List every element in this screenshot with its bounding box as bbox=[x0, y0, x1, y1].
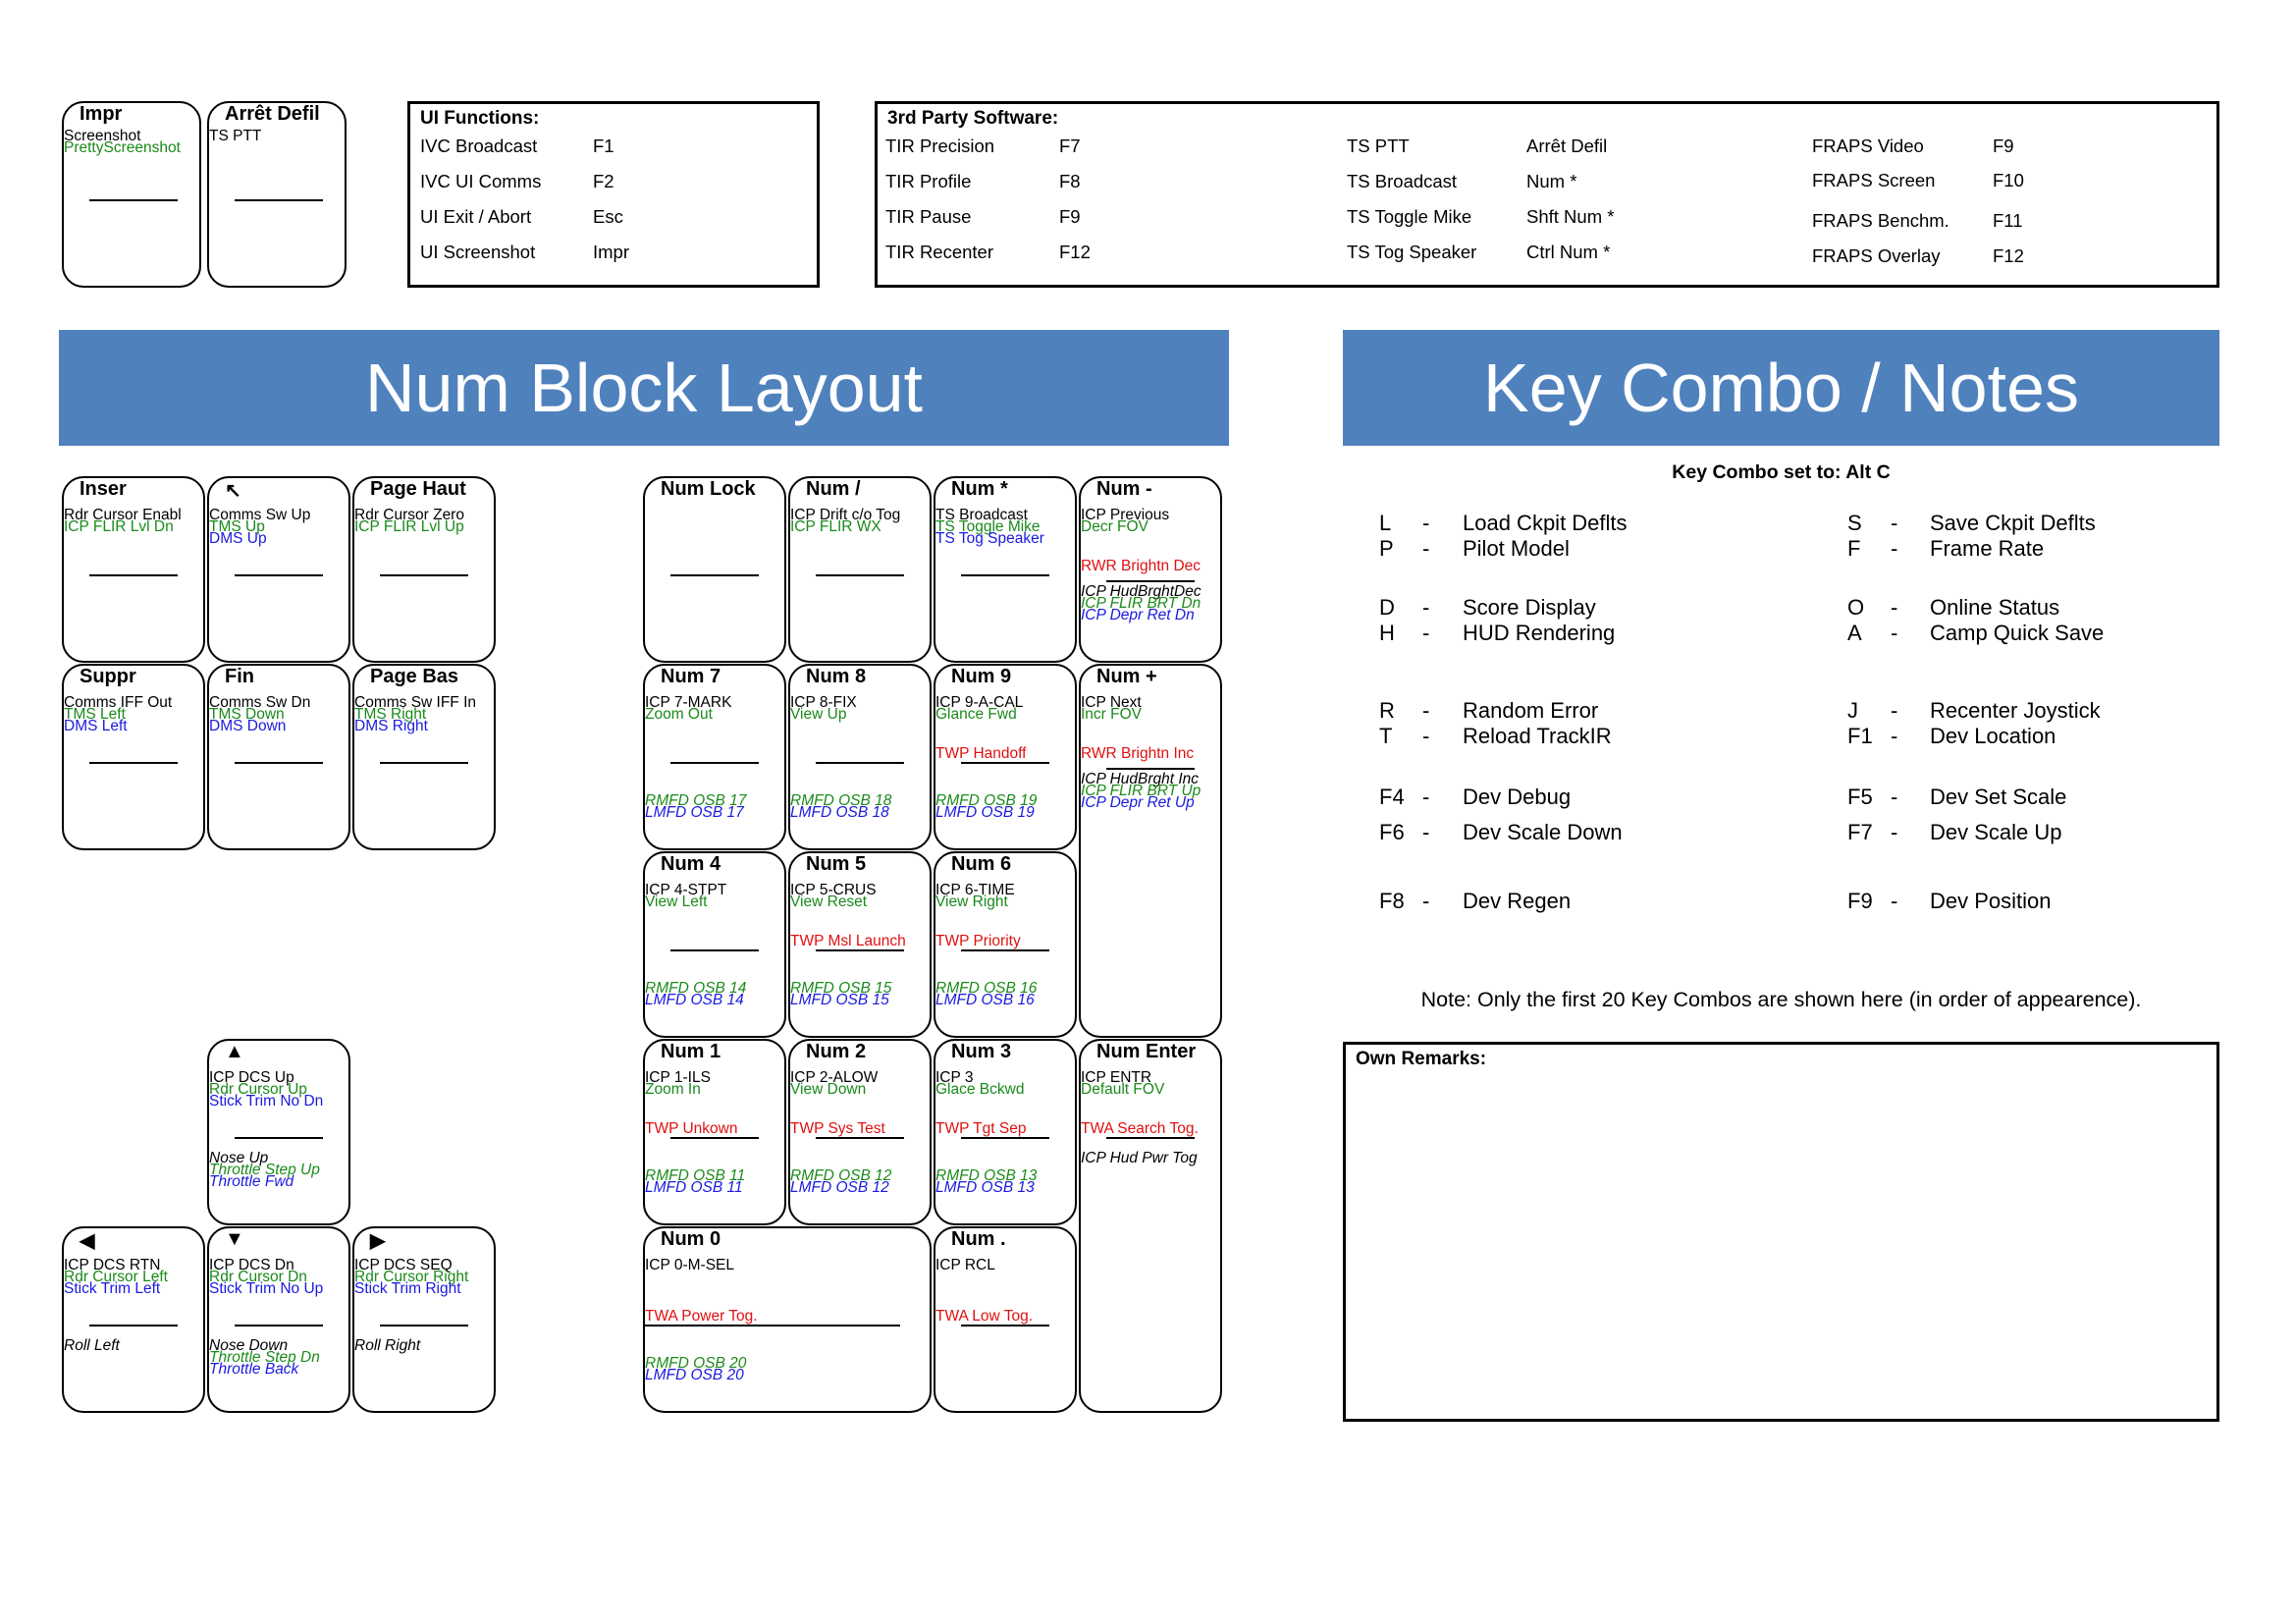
combo-dash: - bbox=[1891, 595, 1898, 620]
key-num-5[interactable] bbox=[788, 851, 932, 1038]
key-function: RMFD OSB 12 bbox=[790, 1167, 892, 1184]
key-function: Throttle Fwd bbox=[209, 1173, 294, 1190]
software-key: F10 bbox=[1993, 170, 2024, 190]
key-function-red: RWR Brightn Dec bbox=[1081, 558, 1201, 574]
key-label: Page Bas bbox=[370, 666, 459, 687]
key-num-9[interactable] bbox=[934, 664, 1077, 850]
software-function: FRAPS Video bbox=[1812, 135, 1924, 156]
combo-action-right: Online Status bbox=[1930, 595, 2060, 620]
key-num-div[interactable] bbox=[788, 476, 932, 663]
combo-key-right: O bbox=[1847, 595, 1865, 620]
key-function: ICP 1-ILS bbox=[645, 1069, 711, 1086]
key-function: Comms Sw IFF In bbox=[354, 694, 477, 711]
combo-action-left: HUD Rendering bbox=[1463, 621, 1616, 645]
key-function: Glance Fwd bbox=[935, 706, 1017, 723]
key-divider bbox=[816, 949, 904, 951]
key-up[interactable] bbox=[207, 1039, 350, 1225]
key-function: View Left bbox=[645, 893, 708, 910]
combo-dash: - bbox=[1422, 698, 1430, 723]
key-label: Num Lock bbox=[661, 478, 756, 500]
key-function-red: TWP Unkown bbox=[645, 1120, 738, 1137]
software-function: FRAPS Overlay bbox=[1812, 245, 1941, 266]
combo-dash: - bbox=[1422, 536, 1430, 561]
key-label: Impr bbox=[80, 103, 123, 125]
key-function: RMFD OSB 19 bbox=[935, 792, 1038, 809]
key-inser[interactable] bbox=[62, 476, 205, 663]
key-combo-note: Note: Only the first 20 Key Combos are shown here (in order of appearence). bbox=[1420, 988, 2142, 1011]
key-divider bbox=[380, 1325, 468, 1326]
key-divider bbox=[961, 1325, 1049, 1326]
key-function: RMFD OSB 16 bbox=[935, 980, 1038, 997]
key-function: Zoom Out bbox=[645, 706, 713, 723]
key-label: Num 3 bbox=[951, 1041, 1012, 1062]
key-divider bbox=[235, 762, 323, 764]
key-function: RMFD OSB 14 bbox=[645, 980, 747, 997]
key-function: ICP RCL bbox=[935, 1257, 995, 1273]
combo-key-left: H bbox=[1379, 621, 1395, 645]
key-function: LMFD OSB 16 bbox=[935, 992, 1035, 1008]
key-function: View Right bbox=[935, 893, 1008, 910]
key-function-red: TWP Handoff bbox=[935, 745, 1027, 762]
combo-key-right: F7 bbox=[1847, 820, 1873, 844]
software-key: F12 bbox=[1993, 245, 2024, 266]
key-divider bbox=[89, 1325, 178, 1326]
key-function: TS Broadcast bbox=[935, 507, 1028, 523]
key-function: Rdr Cursor Enabl bbox=[64, 507, 182, 523]
key-label: Num 9 bbox=[951, 666, 1012, 687]
num-block-banner: Num Block Layout bbox=[59, 330, 1229, 446]
key-function: ICP FLIR Lvl Dn bbox=[64, 518, 174, 535]
software-function: TIR Precision bbox=[885, 135, 995, 156]
key-function: ICP FLIR BRT Dn bbox=[1081, 595, 1201, 612]
combo-key-left: F4 bbox=[1379, 785, 1405, 809]
key-num-lock[interactable] bbox=[643, 476, 786, 663]
key-num-3[interactable] bbox=[934, 1039, 1077, 1225]
key-divider bbox=[816, 762, 904, 764]
key-function: Roll Left bbox=[64, 1337, 120, 1354]
ui-function-name: IVC Broadcast bbox=[420, 135, 538, 156]
key-arret-defil[interactable] bbox=[207, 101, 347, 288]
key-function: PrettyScreenshot bbox=[64, 139, 181, 156]
key-function: ICP Drift c/o Tog bbox=[790, 507, 901, 523]
key-function: ICP DCS Dn bbox=[209, 1257, 294, 1273]
key-label: ▲ bbox=[225, 1041, 244, 1062]
key-function: RMFD OSB 11 bbox=[645, 1167, 746, 1184]
combo-key-right: J bbox=[1847, 698, 1858, 723]
combo-key-left: D bbox=[1379, 595, 1395, 620]
key-function: Comms Sw Dn bbox=[209, 694, 311, 711]
key-num-1[interactable] bbox=[643, 1039, 786, 1225]
key-label: Num 1 bbox=[661, 1041, 721, 1062]
key-divider bbox=[961, 762, 1049, 764]
key-num-plus[interactable] bbox=[1079, 664, 1222, 1038]
key-function: Comms IFF Out bbox=[64, 694, 173, 711]
combo-key-left: R bbox=[1379, 698, 1395, 723]
key-function: ICP 8-FIX bbox=[790, 694, 857, 711]
key-function: ICP 5-CRUS bbox=[790, 882, 877, 898]
key-function: ICP Next bbox=[1081, 694, 1142, 711]
combo-key-left: P bbox=[1379, 536, 1394, 561]
key-label: Num - bbox=[1096, 478, 1152, 500]
key-function: ICP 2-ALOW bbox=[790, 1069, 879, 1086]
key-label: Num Enter bbox=[1096, 1041, 1197, 1062]
software-key: F9 bbox=[1993, 135, 2014, 156]
key-function: Nose Up bbox=[209, 1150, 269, 1166]
key-page-haut[interactable] bbox=[352, 476, 496, 663]
own-remarks-panel[interactable] bbox=[1343, 1042, 2219, 1422]
key-divider bbox=[961, 574, 1049, 576]
combo-action-right: Recenter Joystick bbox=[1930, 698, 2101, 723]
key-function: RMFD OSB 15 bbox=[790, 980, 892, 997]
ui-function-name: UI Screenshot bbox=[420, 242, 536, 262]
key-label: Num 2 bbox=[806, 1041, 867, 1062]
ui-function-name: UI Exit / Abort bbox=[420, 206, 532, 227]
software-key: F12 bbox=[1059, 242, 1091, 262]
combo-key-left: F6 bbox=[1379, 820, 1405, 844]
software-function: TIR Recenter bbox=[885, 242, 994, 262]
key-divider bbox=[235, 1137, 323, 1139]
key-function: Rdr Cursor Left bbox=[64, 1269, 168, 1285]
combo-key-right: F9 bbox=[1847, 889, 1873, 913]
key-divider bbox=[961, 949, 1049, 951]
key-divider bbox=[670, 949, 759, 951]
software-key: F9 bbox=[1059, 206, 1081, 227]
key-label: ▶ bbox=[370, 1230, 386, 1252]
software-function: TS PTT bbox=[1347, 135, 1410, 156]
key-num-mul[interactable] bbox=[934, 476, 1077, 663]
key-divider bbox=[670, 1137, 759, 1139]
key-label: Fin bbox=[225, 666, 254, 687]
key-function: DMS Left bbox=[64, 718, 128, 734]
key-divider bbox=[645, 1325, 900, 1326]
key-function: ICP FLIR Lvl Up bbox=[354, 518, 464, 535]
key-function: ICP 4-STPT bbox=[645, 882, 727, 898]
combo-dash: - bbox=[1422, 511, 1430, 535]
key-function: ICP 7-MARK bbox=[645, 694, 732, 711]
key-function: ICP DCS Up bbox=[209, 1069, 294, 1086]
key-label: Num 5 bbox=[806, 853, 867, 875]
key-function: Stick Trim No Up bbox=[209, 1280, 324, 1297]
key-function: LMFD OSB 15 bbox=[790, 992, 889, 1008]
key-down[interactable] bbox=[207, 1226, 350, 1413]
key-function: DMS Down bbox=[209, 718, 287, 734]
key-function-red: TWA Search Tog. bbox=[1081, 1120, 1199, 1137]
key-label: ↖ bbox=[225, 480, 241, 502]
ui-functions-panel bbox=[407, 101, 820, 288]
key-function: TMS Left bbox=[64, 706, 126, 723]
software-function: TIR Pause bbox=[885, 206, 972, 227]
key-divider bbox=[816, 1137, 904, 1139]
combo-action-right: Dev Set Scale bbox=[1930, 785, 2067, 809]
key-function: ICP ENTR bbox=[1081, 1069, 1152, 1086]
combo-key-right: F bbox=[1847, 536, 1861, 561]
ui-function-key: F2 bbox=[593, 171, 614, 191]
key-divider bbox=[816, 574, 904, 576]
key-divider bbox=[89, 762, 178, 764]
key-label: Num 8 bbox=[806, 666, 867, 687]
key-label: Num + bbox=[1096, 666, 1157, 687]
own-remarks-title: Own Remarks: bbox=[1356, 1049, 1487, 1069]
key-num-enter[interactable] bbox=[1079, 1039, 1222, 1413]
combo-action-left: Load Ckpit Deflts bbox=[1463, 511, 1628, 535]
combo-action-right: Dev Scale Up bbox=[1930, 820, 2062, 844]
combo-action-right: Frame Rate bbox=[1930, 536, 2045, 561]
key-function: ICP Hud Pwr Tog bbox=[1081, 1150, 1198, 1166]
combo-action-right: Save Ckpit Deflts bbox=[1930, 511, 2096, 535]
combo-dash: - bbox=[1891, 536, 1898, 561]
key-function: LMFD OSB 18 bbox=[790, 804, 889, 821]
combo-dash: - bbox=[1891, 785, 1898, 809]
key-divider bbox=[670, 574, 759, 576]
key-combo-title: Key Combo set to: Alt C bbox=[1672, 461, 1891, 483]
software-function: TIR Profile bbox=[885, 171, 972, 191]
combo-dash: - bbox=[1891, 511, 1898, 535]
combo-dash: - bbox=[1891, 820, 1898, 844]
key-function: LMFD OSB 20 bbox=[645, 1367, 744, 1383]
software-key: Ctrl Num * bbox=[1526, 242, 1611, 262]
combo-dash: - bbox=[1891, 698, 1898, 723]
software-function: FRAPS Screen bbox=[1812, 170, 1936, 190]
key-num-8[interactable] bbox=[788, 664, 932, 850]
combo-action-left: Dev Debug bbox=[1463, 785, 1572, 809]
key-function-red: TWP Msl Launch bbox=[790, 933, 906, 949]
key-divider bbox=[235, 574, 323, 576]
combo-dash: - bbox=[1422, 621, 1430, 645]
key-function-red: TWP Priority bbox=[935, 933, 1021, 949]
combo-action-left: Random Error bbox=[1463, 698, 1599, 723]
combo-dash: - bbox=[1422, 889, 1430, 913]
combo-dash: - bbox=[1891, 621, 1898, 645]
key-function: ICP HudBrghtDec bbox=[1081, 583, 1201, 600]
key-function: Nose Down bbox=[209, 1337, 289, 1354]
key-function-red: TWP Tgt Sep bbox=[935, 1120, 1027, 1137]
key-suppr[interactable] bbox=[62, 664, 205, 850]
key-function: ICP Previous bbox=[1081, 507, 1170, 523]
key-function: ICP FLIR BRT Up bbox=[1081, 783, 1201, 799]
key-function: TMS Up bbox=[209, 518, 265, 535]
combo-dash: - bbox=[1891, 889, 1898, 913]
combo-dash: - bbox=[1422, 785, 1430, 809]
key-divider bbox=[380, 762, 468, 764]
key-divider bbox=[380, 574, 468, 576]
combo-dash: - bbox=[1422, 724, 1430, 748]
key-function: View Up bbox=[790, 706, 847, 723]
key-label: Num 7 bbox=[661, 666, 721, 687]
key-combo-banner: Key Combo / Notes bbox=[1343, 330, 2219, 446]
key-function: Roll Right bbox=[354, 1337, 421, 1354]
key-num-4[interactable] bbox=[643, 851, 786, 1038]
key-function: Rdr Cursor Dn bbox=[209, 1269, 307, 1285]
key-num-6[interactable] bbox=[934, 851, 1077, 1038]
key-divider bbox=[235, 199, 323, 201]
key-num-minus[interactable] bbox=[1079, 476, 1222, 663]
software-key: F11 bbox=[1993, 210, 2023, 231]
key-function: ICP Depr Ret Up bbox=[1081, 794, 1195, 811]
key-function: Stick Trim Right bbox=[354, 1280, 461, 1297]
key-num-2[interactable] bbox=[788, 1039, 932, 1225]
combo-key-right: F1 bbox=[1847, 724, 1873, 748]
key-label: Arrêt Defil bbox=[225, 103, 320, 125]
key-fin[interactable] bbox=[207, 664, 350, 850]
key-function: Stick Trim No Dn bbox=[209, 1093, 324, 1110]
key-divider bbox=[961, 1137, 1049, 1139]
key-function: TMS Down bbox=[209, 706, 285, 723]
combo-key-left: L bbox=[1379, 511, 1392, 535]
key-function: Zoom In bbox=[645, 1081, 701, 1098]
combo-action-right: Dev Position bbox=[1930, 889, 2052, 913]
combo-dash: - bbox=[1891, 724, 1898, 748]
key-function-red: RWR Brightn Inc bbox=[1081, 745, 1195, 762]
key-function: LMFD OSB 14 bbox=[645, 992, 744, 1008]
combo-key-right: F5 bbox=[1847, 785, 1873, 809]
combo-key-left: T bbox=[1379, 724, 1393, 748]
software-key: Arrêt Defil bbox=[1526, 135, 1608, 156]
key-function: Default FOV bbox=[1081, 1081, 1165, 1098]
combo-key-left: F8 bbox=[1379, 889, 1405, 913]
key-function: Decr FOV bbox=[1081, 518, 1148, 535]
key-num-7[interactable] bbox=[643, 664, 786, 850]
software-key: Num * bbox=[1526, 171, 1577, 191]
key-function: ICP 6-TIME bbox=[935, 882, 1015, 898]
key-home[interactable] bbox=[207, 476, 350, 663]
key-divider bbox=[670, 762, 759, 764]
key-function: RMFD OSB 18 bbox=[790, 792, 892, 809]
combo-action-left: Score Display bbox=[1463, 595, 1596, 620]
key-function: LMFD OSB 11 bbox=[645, 1179, 743, 1196]
key-function: Throttle Step Up bbox=[209, 1162, 320, 1178]
combo-dash: - bbox=[1422, 595, 1430, 620]
key-function: LMFD OSB 19 bbox=[935, 804, 1035, 821]
key-function: Incr FOV bbox=[1081, 706, 1143, 723]
key-divider bbox=[89, 199, 178, 201]
key-label: Inser bbox=[80, 478, 127, 500]
key-label: Num 0 bbox=[661, 1228, 721, 1250]
key-function: ICP 0-M-SEL bbox=[645, 1257, 735, 1273]
key-label: Num 6 bbox=[951, 853, 1012, 875]
key-function: TS Tog Speaker bbox=[935, 530, 1044, 547]
key-function: Comms Sw Up bbox=[209, 507, 311, 523]
key-divider bbox=[1106, 768, 1195, 770]
software-function: FRAPS Benchm. bbox=[1812, 210, 1949, 231]
key-num-dot[interactable] bbox=[934, 1226, 1077, 1413]
key-function: Stick Trim Left bbox=[64, 1280, 161, 1297]
key-page-bas[interactable] bbox=[352, 664, 496, 850]
combo-action-left: Pilot Model bbox=[1463, 536, 1570, 561]
software-function: TS Broadcast bbox=[1347, 171, 1458, 191]
third-party-panel bbox=[875, 101, 2219, 288]
key-function: DMS Up bbox=[209, 530, 267, 547]
combo-action-left: Reload TrackIR bbox=[1463, 724, 1612, 748]
key-function: Rdr Cursor Zero bbox=[354, 507, 464, 523]
key-left[interactable] bbox=[62, 1226, 205, 1413]
key-function: ICP 3 bbox=[935, 1069, 974, 1086]
ui-functions-title: UI Functions: bbox=[420, 108, 540, 129]
key-function: Glace Bckwd bbox=[935, 1081, 1025, 1098]
key-function: ICP FLIR WX bbox=[790, 518, 881, 535]
key-function: TMS Right bbox=[354, 706, 427, 723]
combo-dash: - bbox=[1422, 820, 1430, 844]
key-label: ◀ bbox=[80, 1230, 95, 1252]
combo-action-right: Camp Quick Save bbox=[1930, 621, 2105, 645]
key-function: Throttle Back bbox=[209, 1361, 299, 1378]
key-function: Throttle Step Dn bbox=[209, 1349, 320, 1366]
key-function: View Reset bbox=[790, 893, 868, 910]
key-divider bbox=[1106, 580, 1195, 582]
key-function: TS PTT bbox=[209, 128, 262, 144]
key-label: Num . bbox=[951, 1228, 1006, 1250]
software-function: TS Tog Speaker bbox=[1347, 242, 1477, 262]
key-divider bbox=[235, 1325, 323, 1326]
key-function: View Down bbox=[790, 1081, 867, 1098]
key-function: RMFD OSB 17 bbox=[645, 792, 747, 809]
key-label: ▼ bbox=[225, 1228, 244, 1250]
combo-key-right: S bbox=[1847, 511, 1862, 535]
combo-action-left: Dev Scale Down bbox=[1463, 820, 1623, 844]
combo-action-left: Dev Regen bbox=[1463, 889, 1572, 913]
key-function: DMS Right bbox=[354, 718, 428, 734]
key-label: Num / bbox=[806, 478, 861, 500]
key-function-red: TWA Power Tog. bbox=[645, 1308, 758, 1325]
key-divider bbox=[89, 574, 178, 576]
ui-function-name: IVC UI Comms bbox=[420, 171, 542, 191]
key-function: RMFD OSB 20 bbox=[645, 1355, 747, 1372]
key-divider bbox=[1106, 1137, 1195, 1139]
combo-action-right: Dev Location bbox=[1930, 724, 2056, 748]
key-function: Rdr Cursor Right bbox=[354, 1269, 469, 1285]
key-function-red: TWA Low Tog. bbox=[935, 1308, 1034, 1325]
key-function: ICP DCS SEQ bbox=[354, 1257, 453, 1273]
combo-key-right: A bbox=[1847, 621, 1862, 645]
key-function: LMFD OSB 17 bbox=[645, 804, 744, 821]
key-function: Rdr Cursor Up bbox=[209, 1081, 307, 1098]
key-label: Suppr bbox=[80, 666, 136, 687]
key-function: ICP Depr Ret Dn bbox=[1081, 607, 1195, 623]
key-impr[interactable] bbox=[62, 101, 201, 288]
key-num-0[interactable] bbox=[643, 1226, 932, 1413]
key-function: RMFD OSB 13 bbox=[935, 1167, 1038, 1184]
software-key: Shft Num * bbox=[1526, 206, 1615, 227]
key-right[interactable] bbox=[352, 1226, 496, 1413]
key-label: Num 4 bbox=[661, 853, 721, 875]
ui-function-key: Impr bbox=[593, 242, 629, 262]
key-label: Page Haut bbox=[370, 478, 466, 500]
ui-function-key: F1 bbox=[593, 135, 614, 156]
key-function-red: TWP Sys Test bbox=[790, 1120, 885, 1137]
key-function: ICP 9-A-CAL bbox=[935, 694, 1024, 711]
software-key: F8 bbox=[1059, 171, 1081, 191]
key-function: ICP HudBrght Inc bbox=[1081, 771, 1200, 787]
key-function: Screenshot bbox=[64, 128, 141, 144]
key-function: TS Toggle Mike bbox=[935, 518, 1041, 535]
key-function: LMFD OSB 13 bbox=[935, 1179, 1035, 1196]
software-function: TS Toggle Mike bbox=[1347, 206, 1472, 227]
software-key: F7 bbox=[1059, 135, 1081, 156]
third-party-title: 3rd Party Software: bbox=[887, 108, 1059, 129]
ui-function-key: Esc bbox=[593, 206, 623, 227]
key-label: Num * bbox=[951, 478, 1008, 500]
key-function: ICP DCS RTN bbox=[64, 1257, 161, 1273]
key-function: LMFD OSB 12 bbox=[790, 1179, 889, 1196]
